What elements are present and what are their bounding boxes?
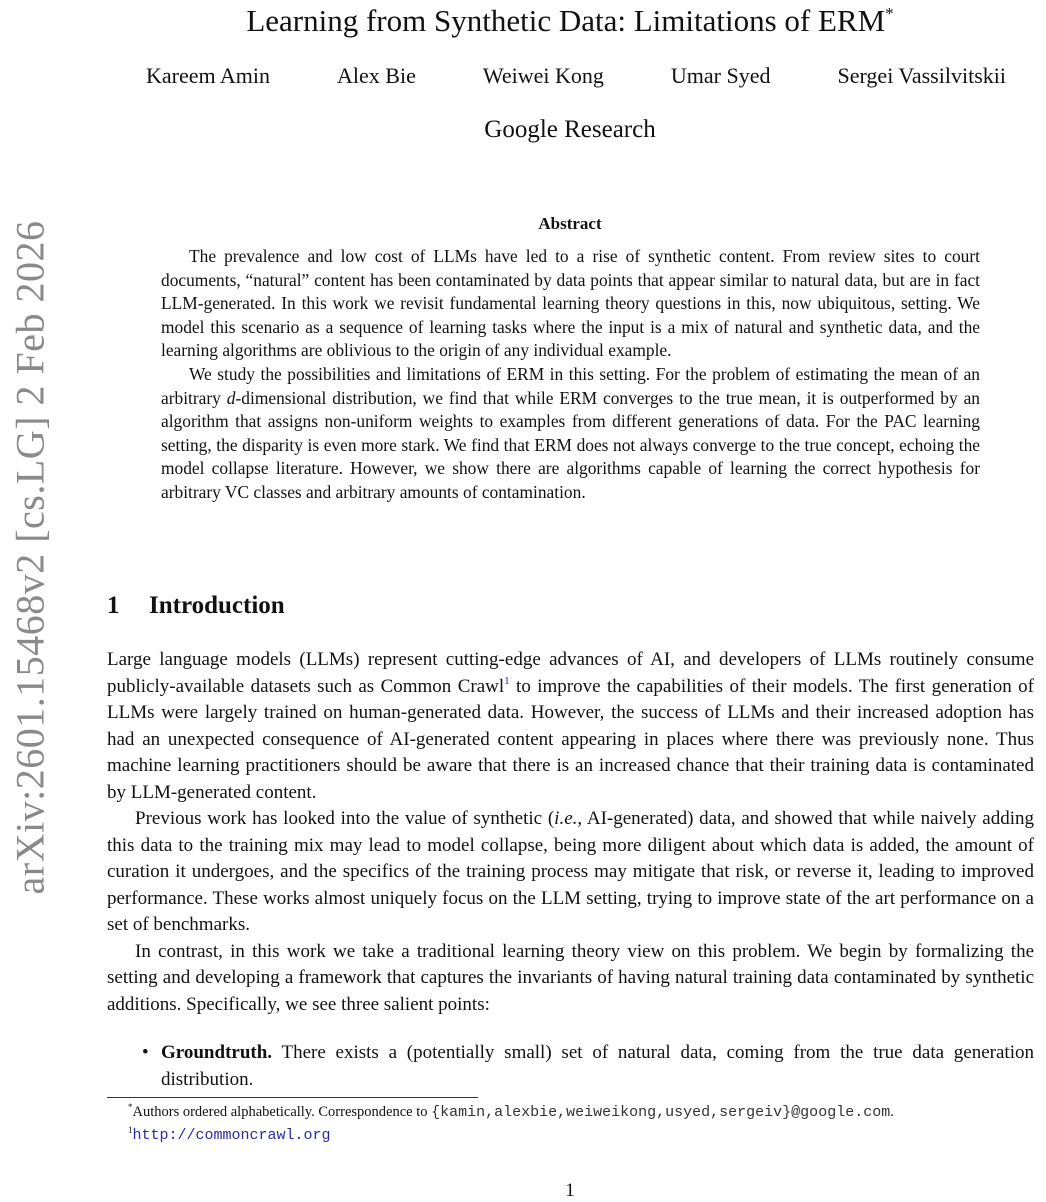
bullet-icon: •: [142, 1042, 149, 1063]
page-number: 1: [565, 1180, 575, 1201]
body-paragraph: In contrast, in this work we take a traditional learning theory view on this problem. We begin by formalizing the setting and developing a framework that captures the invariants of having natural training data contaminated by synthetic additions. Specifically, we see three salient points:: [107, 940, 1034, 1015]
footnote-commoncrawl: [128, 1124, 1046, 1147]
author-name: Weiwei Kong: [482, 63, 604, 88]
author-list: [146, 62, 1006, 90]
author-name: Sergei Vassilvitskii: [837, 63, 1006, 88]
body-paragraph: Previous work has looked into the value of synthetic (i.e., AI-generated) data, and showed that while naively adding this data to the training mix may lead to model collapse, being more diligent about which data is added, the amount of curation it undergoes, and the specifics of the training process may mitigate that risk, or reverse it, leading to improved performance. These works almost uniquely focus on the LLM setting, trying to improve state of the art performance on a set of benchmarks.: [107, 808, 1034, 935]
author-name: Kareem Amin: [146, 63, 271, 88]
section-title: Introduction: [149, 592, 285, 619]
arxiv-stamp-text: arXiv:2601.15468v2 [cs.LG] 2 Feb 2026: [7, 220, 53, 894]
bullet-list: [140, 1040, 1034, 1093]
bullet-term: Groundtruth.: [161, 1042, 273, 1063]
abstract-paragraph: We study the possibilities and limitations of ERM in this setting. For the problem of estimating the mean of an arbitrary d-dimensional distribution, we find that while ERM converges to the true mean, it is outperformed by an algorithm that assigns non-uniform weights to examples from different generations of data. For the PAC learning setting, the disparity is even more stark. We find that ERM does not always converge to the true concept, echoing the model collapse literature. However, we show there are algorithms capable of learning the correct hypothesis for arbitrary VC classes and arbitrary amounts of contamination.: [161, 363, 980, 502]
math-variable: d: [226, 387, 236, 408]
abstract-paragraph: The prevalence and low cost of LLMs have led to a rise of synthetic content. From review sites to court documents, “natural” content has been contaminated by data points that appear similar to natural data, but are in fact LLM-generated. In this work we revisit fundamental learning theory questions in this, now ubiquitous, setting. We model this scenario as a sequence of learning tasks where the input is a mix of natural and synthetic data, and the learning algorithms are oblivious to the origin of any individual example.: [161, 246, 980, 361]
footnote-divider: [107, 1097, 478, 1098]
bullet-item: • Groundtruth. There exists a (potentially small) set of natural data, coming from the true data generation distribution.: [142, 1042, 1034, 1090]
section-number: 1: [107, 592, 120, 619]
correspondence-emails: {kamin,alexbie,weiweikong,usyed,sergeiv}@google.com: [431, 1104, 891, 1121]
paper-title-text: Learning from Synthetic Data: Limitations of ERM: [246, 3, 886, 38]
commoncrawl-link[interactable]: http://commoncrawl.org: [132, 1127, 331, 1144]
footnote-author-note: *Authors ordered alphabetically. Correspondence to {kamin,alexbie,weiweikong,usyed,sergeiv}@google.com.: [128, 1102, 894, 1121]
section-heading: [107, 590, 285, 622]
body-paragraph: Large language models (LLMs) represent cutting-edge advances of AI, and developers of LLMs routinely consume publicly-available datasets such as Common Crawl$^1$ to improve the capabilities of their models. The first generation of LLMs were largely trained on human-generated data. However, the success of LLMs and their increased adoption has had an unexpected consequence of AI-generated content appearing in places where there was previously none. Thus machine learning practitioners should be aware that there is an increased chance that their training data is contaminated by LLM-generated content.: [107, 649, 1034, 803]
section-body: [107, 647, 1034, 1018]
arxiv-identifier-stamp: [6, 222, 54, 892]
author-name: Umar Syed: [670, 63, 771, 88]
footnote-mark: 1: [128, 1125, 133, 1135]
abstract-body: [161, 245, 980, 505]
author-name: Alex Bie: [337, 63, 416, 88]
affiliation: Google Research: [484, 116, 656, 143]
footnotes: [128, 1101, 1046, 1147]
paper-title: [0, 0, 1046, 41]
title-footnote-mark[interactable]: *: [885, 4, 894, 23]
footnote-mark: *: [128, 1102, 133, 1112]
footnote-ref-link[interactable]: 1: [504, 674, 510, 687]
abstract-heading: Abstract: [538, 214, 602, 233]
